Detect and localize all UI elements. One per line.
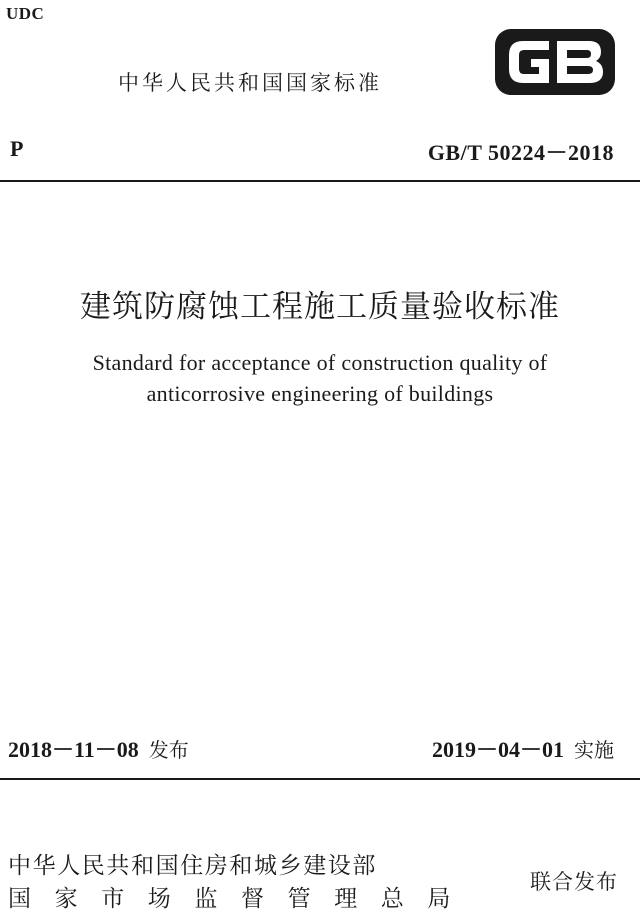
gb-logo	[493, 27, 617, 97]
gb-logo-text: GB	[493, 27, 495, 28]
classification-code: P	[10, 136, 24, 161]
standard-number: GB/T 50224－2018	[427, 140, 614, 165]
issuer-ministry: 中华人民共和国住房和城乡建设部	[8, 853, 377, 879]
national-standard-heading: 中华人民共和国国家标准	[118, 71, 382, 95]
udc-label: UDC	[6, 4, 45, 23]
joint-release-label: 联合发布	[530, 870, 618, 894]
title-english-line2: anticorrosive engineering of buildings	[146, 381, 494, 406]
implement-label: 实施	[574, 738, 614, 762]
top-divider	[0, 180, 640, 182]
issue-date: 2018－11－08	[8, 737, 139, 762]
title-english	[0, 347, 640, 409]
implement-date: 2019－04－01	[431, 737, 564, 762]
title-english-line1: Standard for acceptance of construction quality of	[92, 350, 548, 375]
title-chinese: 建筑防腐蚀工程施工质量验收标准	[80, 289, 560, 325]
issuer-administration: 国家市场监督管理总局	[8, 886, 474, 912]
bottom-divider	[0, 778, 640, 780]
implement-date-block	[432, 733, 614, 764]
issue-date-block	[8, 733, 189, 764]
issue-label: 发布	[148, 738, 189, 762]
